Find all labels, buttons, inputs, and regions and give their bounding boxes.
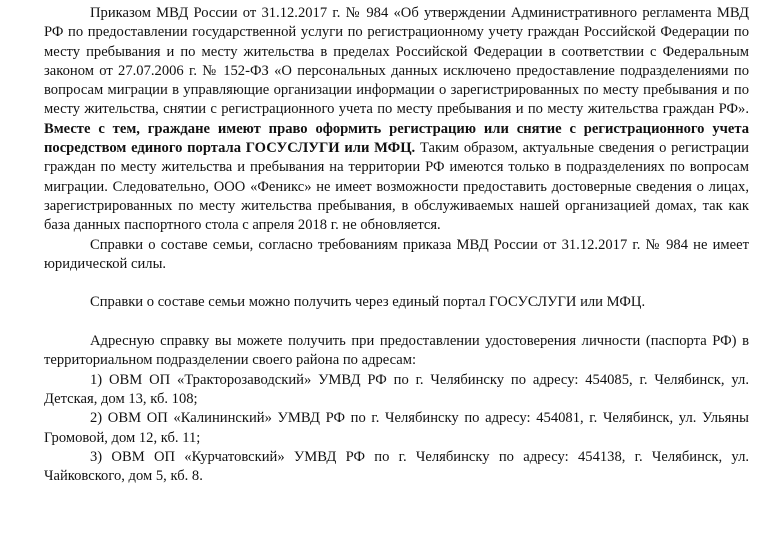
paragraph-order-bold: Вместе с тем, граждане имеют право оформить регистрацию или снятие с регистрационного учета посредством единого портала ГОСУСЛУГИ или МФЦ.	[44, 120, 749, 157]
paragraph-order-info	[44, 4, 749, 236]
spacer	[44, 274, 749, 293]
spacer	[44, 313, 749, 332]
paragraph-order-rest: Таким образом, актуальные сведения о регистрации граждан по месту жительства и пребывания на территории РФ имеются только в подразделениях по вопросам миграции. Следовательно, ООО «Феникс» не имеет возможности предоставить достоверные сведения о лицах, зарегистрированных по месту жительства пребывания, в обслуживаемых нашей организацией домах, так как база данных паспортного стола с апреля 2018 г. не обновляется.	[44, 140, 749, 234]
paragraph-family-certificate-portal: Справки о составе семьи можно получить через единый портал ГОСУСЛУГИ или МФЦ.	[90, 294, 646, 311]
paragraph-address-certificate: Адресную справку вы можете получить при предоставлении удостоверения личности (паспорта РФ) в территориальном подразделении своего района по адресам:	[44, 333, 749, 369]
address-item: 2) ОВМ ОП «Калининский» УМВД РФ по г. Челябинску по адресу: 454081, г. Челябинск, ул. Ульяны Громовой, дом 12, кб. 11;	[44, 410, 749, 446]
paragraph-family-certificate: Справки о составе семьи, согласно требованиям приказа МВД России от 31.12.2017 г. № 984 не имеет юридической силы.	[44, 236, 749, 272]
address-item: 1) ОВМ ОП «Тракторозаводский» УМВД РФ по г. Челябинску по адресу: 454085, г. Челябинск, ул. Детская, дом 13, кб. 108;	[44, 371, 749, 407]
address-item: 3) ОВМ ОП «Курчатовский» УМВД РФ по г. Челябинску по адресу: 454138, г. Челябинск, ул. Чайковского, дом 5, кб. 8.	[44, 448, 749, 485]
paragraph-order-intro: Приказом МВД России от 31.12.2017 г. № 984 «Об утверждении Административного регламента МВД РФ по предоставлении государственной услуги по регистрационному учету граждан Российской Федерации по месту пребывания и по месту жительства в пределах Российской Федерации в соответствии с Федеральным законом от 27.07.2006 г. № 152-ФЗ «О персональных данных исключено предоставление подразделениями по вопросам миграции в управляющие организации информации о зарегистрированных по месту пребывания и по месту жительства, снятии с регистрационного учета по месту пребывания и по месту жительства граждан РФ».	[44, 5, 749, 118]
